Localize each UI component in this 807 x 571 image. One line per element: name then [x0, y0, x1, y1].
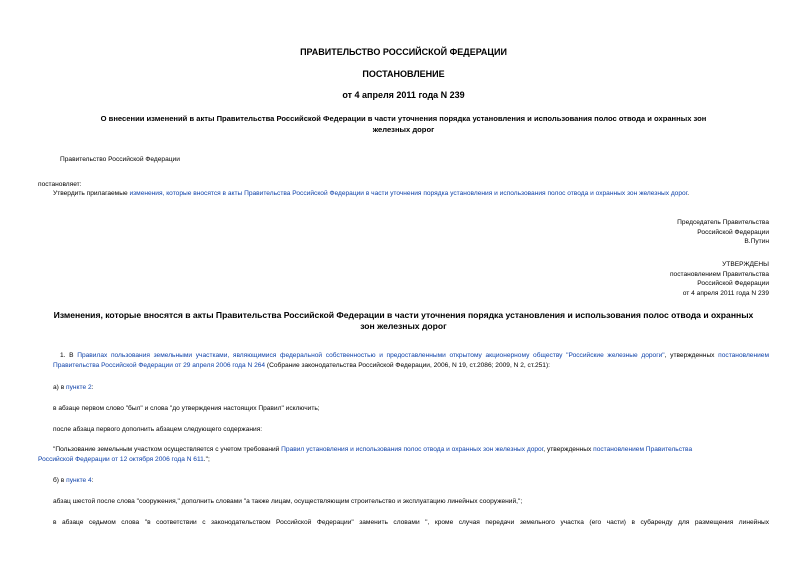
approve-prefix: Утвердить прилагаемые [53, 190, 130, 197]
changes-title [30, 310, 777, 332]
approve-suffix: . [687, 190, 690, 197]
quote-mid: , утвержденных [543, 446, 594, 453]
issuer-text: Правительство Российской Федерации [60, 156, 180, 163]
item-1-mid: , утвержденных [664, 352, 715, 359]
item-a [53, 383, 93, 392]
item-b [53, 476, 94, 485]
item-1-prefix: 1. В [60, 352, 78, 359]
approved-line4: от 4 апреля 2011 года N 239 [682, 289, 769, 297]
changes-title-line1: Изменения, которые вносятся в акты Правительства Российской Федерации в части уточнения порядка установления и использования полос отвода и охранных [53, 310, 754, 320]
document-title-line2: железных дорог [372, 125, 435, 134]
item-a-suffix: : [91, 384, 94, 391]
government-heading: ПРАВИТЕЛЬСТВО РОССИЙСКОЙ ФЕДЕРАЦИИ [300, 47, 507, 57]
changes-title-line2: зон железных дорог [360, 321, 447, 331]
rules-611-link[interactable]: Правил установления и использования полос отвода и охранных зон железных дорог [281, 446, 544, 453]
quote-suffix: ."; [203, 456, 210, 463]
rules-link[interactable]: Правилах пользования земельными участками, являющимися федеральной собственностью и предоставленными открытому акционерному обществу "Российские железные дороги" [77, 352, 665, 359]
item-1-paragraph [53, 351, 769, 371]
point-4-link[interactable]: пункте 4 [66, 477, 92, 484]
paragraph-4: в абзаце седьмом слова "в соответствии с законодательством Российской Федерации" заменить словами ", кроме случая передачи земельного участка (его части) в субаренду для размещения линейных [53, 519, 769, 526]
item-1-suffix: (Собрание законодательства Российской Федерации, 2006, N 19, ст.2086; 2009, N 2, ст.251): [265, 362, 550, 369]
approved-line1: УТВЕРЖДЕНЫ [722, 261, 769, 268]
paragraph-2: после абзаца первого дополнить абзацем следующего содержания: [53, 426, 263, 433]
resolution-264-link[interactable]: постановлением Правительства Российской Федерации от 29 апреля 2006 года N 264 [53, 352, 770, 369]
item-b-suffix: : [91, 477, 94, 484]
signature-line2: Российской Федерации [697, 228, 769, 236]
resolution-611-link-part1[interactable]: постановлением Правительства [593, 446, 693, 453]
point-2-link[interactable]: пункте 2 [66, 384, 92, 391]
approved-line2: постановлением Правительства [669, 270, 769, 278]
signature-line1: Председатель Правительства [677, 219, 769, 226]
paragraph-1: в абзаце первом слово "был" и слова "до утверждения настоящих Правил" исключить; [53, 405, 320, 412]
item-a-prefix: а) в [53, 384, 67, 391]
document-date-number: от 4 апреля 2011 года N 239 [342, 90, 465, 100]
changes-link[interactable]: изменения, которые вносятся в акты Правительства Российской Федерации в части уточнения порядка установления и использования полос отвода и охранных зон железных дорог [129, 190, 688, 197]
document-title-line1: О внесении изменений в акты Правительства Российской Федерации в части уточнения порядка установления и использования полос отвода и охранных зон [100, 114, 707, 123]
resolution-611-link-part2[interactable]: Российской Федерации от 12 октября 2006 года N 611 [38, 456, 204, 463]
signature-block [677, 218, 769, 247]
document-title [30, 113, 777, 135]
approve-paragraph [53, 189, 689, 198]
signature-line3: В.Путин [744, 238, 769, 245]
decides-text: постановляет: [38, 181, 82, 188]
item-b-prefix: б) в [53, 477, 67, 484]
paragraph-3: абзац шестой после слова "сооружения," дополнить словами "а также лицам, осуществляющим строительство и эксплуатацию линейных сооружений,"; [53, 498, 523, 505]
quote-paragraph [38, 445, 769, 465]
document-type: ПОСТАНОВЛЕНИЕ [362, 69, 445, 79]
approved-line3: Российской Федерации [697, 280, 769, 287]
approved-block [670, 260, 769, 298]
quote-prefix: "Пользование земельным участком осуществляется с учетом требований [53, 446, 282, 453]
